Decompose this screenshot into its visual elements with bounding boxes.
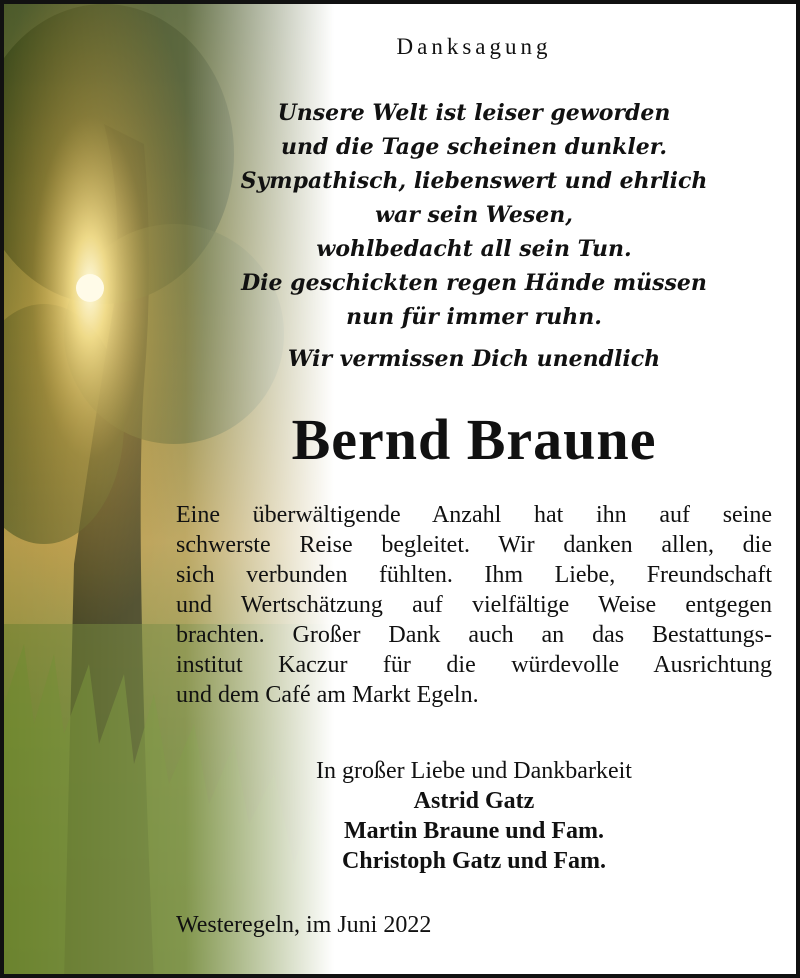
signer: Astrid Gatz <box>413 788 535 814</box>
closing-block <box>244 756 704 876</box>
closing-line: In großer Liebe und Dankbarkeit <box>316 758 632 784</box>
thank-you-text <box>176 500 772 710</box>
poem-line: wohlbedacht all sein Tun. <box>316 236 632 262</box>
poem-line: nun für immer ruhn. <box>346 304 602 330</box>
body-line: institut Kaczur für die würdevolle Ausrichtung <box>176 652 772 678</box>
poem <box>224 96 724 334</box>
poem-line: und die Tage scheinen dunkler. <box>281 134 667 160</box>
deceased-name: Bernd Braune <box>291 407 657 472</box>
place-date: Westeregeln, im Juni 2022 <box>176 912 432 938</box>
poem-line: Unsere Welt ist leiser geworden <box>277 100 671 126</box>
poem-line: war sein Wesen, <box>375 202 573 228</box>
body-line: brachten. Großer Dank auch an das Bestattungs- <box>176 622 772 648</box>
signer: Martin Braune und Fam. <box>343 818 604 844</box>
miss-line: Wir vermissen Dich unendlich <box>287 346 661 372</box>
heading: Danksagung <box>396 34 552 59</box>
signer: Christoph Gatz und Fam. <box>341 848 607 874</box>
body-line: und dem Café am Markt Egeln. <box>176 682 479 708</box>
poem-line: Die geschickten regen Hände müssen <box>241 270 707 296</box>
body-line: schwerste Reise begleitet. Wir danken allen, die <box>176 532 772 558</box>
body-line: und Wertschätzung auf vielfältige Weise entgegen <box>176 592 772 618</box>
body-line: sich verbunden fühlten. Ihm Liebe, Freundschaft <box>176 562 772 588</box>
poem-line: Sympathisch, liebenswert und ehrlich <box>240 168 708 194</box>
body-line: Eine überwältigende Anzahl hat ihn auf seine <box>176 502 772 528</box>
